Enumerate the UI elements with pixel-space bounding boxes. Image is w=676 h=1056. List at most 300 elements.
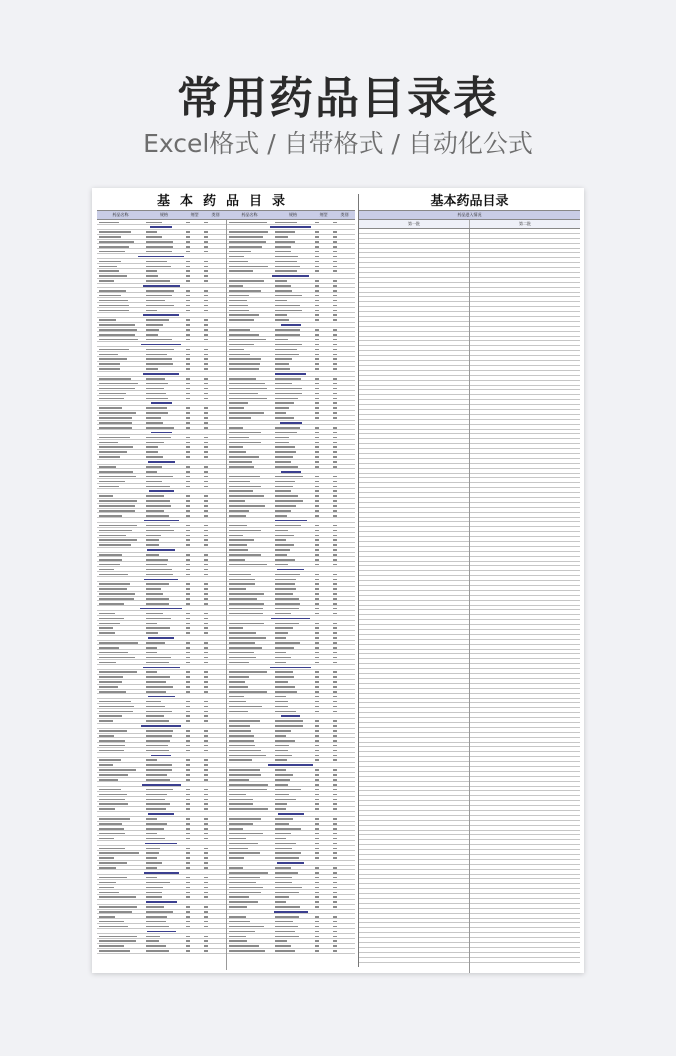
- cell-text-bar: [186, 319, 190, 321]
- cell-text-bar: [275, 544, 294, 546]
- cell-text-bar: [204, 652, 208, 654]
- cell-text-bar: [229, 598, 258, 600]
- cell-text-bar: [186, 471, 190, 473]
- cell-text-bar: [204, 437, 208, 439]
- cell-text-bar: [229, 701, 246, 703]
- cell-text-bar: [146, 300, 165, 302]
- cell-text-bar: [146, 613, 163, 615]
- cell-text-bar: [99, 588, 127, 590]
- cell-text-bar: [229, 368, 260, 370]
- cell-text-bar: [186, 251, 190, 253]
- cell-text-bar: [333, 339, 337, 341]
- cell-text-bar: [229, 799, 253, 801]
- cell-text-bar: [99, 848, 125, 850]
- cell-text-bar: [315, 848, 319, 850]
- cell-text-bar: [333, 393, 337, 395]
- table-row: [227, 949, 356, 954]
- cell-text-bar: [99, 789, 121, 791]
- cell-text-bar: [229, 319, 255, 321]
- cell-text-bar: [275, 603, 300, 605]
- cell-text-bar: [186, 892, 190, 894]
- cell-text-bar: [146, 711, 173, 713]
- cell-text-bar: [186, 275, 190, 277]
- cell-text-bar: [229, 725, 250, 727]
- cell-text-bar: [229, 241, 267, 243]
- cell-text-bar: [275, 769, 286, 771]
- cell-text-bar: [275, 745, 288, 747]
- cell-text-bar: [204, 852, 208, 854]
- cell-text-bar: [204, 769, 208, 771]
- cell-text-bar: [333, 231, 337, 233]
- cell-text-bar: [99, 275, 127, 277]
- cell-text-bar: [333, 588, 337, 590]
- cell-text-bar: [229, 759, 253, 761]
- cell-text-bar: [146, 701, 161, 703]
- cell-text-bar: [146, 950, 169, 952]
- cell-text-bar: [275, 755, 291, 757]
- cell-text-bar: [333, 402, 337, 404]
- cell-text-bar: [229, 583, 255, 585]
- cell-text-bar: [99, 618, 124, 620]
- section-heading-bar: [148, 696, 175, 698]
- cell-text-bar: [315, 319, 319, 321]
- cell-text-bar: [229, 236, 263, 238]
- cell-text-bar: [204, 681, 208, 683]
- cell-text-bar: [146, 437, 172, 439]
- cell-text-bar: [229, 657, 256, 659]
- cell-text-bar: [275, 950, 294, 952]
- cell-text-bar: [186, 877, 190, 879]
- cell-text-bar: [315, 769, 319, 771]
- cell-text-bar: [146, 882, 170, 884]
- cell-text-bar: [99, 417, 132, 419]
- cell-text-bar: [275, 383, 291, 385]
- cell-text-bar: [275, 574, 299, 576]
- cell-text-bar: [275, 828, 301, 830]
- cell-text-bar: [315, 701, 319, 703]
- cell-text-bar: [146, 393, 166, 395]
- cell-text-bar: [333, 887, 337, 889]
- cell-text-bar: [186, 437, 190, 439]
- cell-text-bar: [275, 222, 297, 224]
- cell-text-bar: [204, 706, 208, 708]
- cell-text-bar: [333, 755, 337, 757]
- cell-text-bar: [275, 334, 300, 336]
- cell-text-bar: [186, 535, 190, 537]
- cell-text-bar: [315, 916, 319, 918]
- cell-text-bar: [99, 921, 124, 923]
- cell-text-bar: [99, 500, 137, 502]
- cell-text-bar: [99, 363, 120, 365]
- cell-text-bar: [186, 706, 190, 708]
- cell-text-bar: [204, 711, 208, 713]
- cell-text-bar: [275, 510, 291, 512]
- cell-text-bar: [146, 662, 169, 664]
- cell-text-bar: [315, 877, 319, 879]
- cell-text-bar: [99, 476, 136, 478]
- cell-text-bar: [99, 691, 126, 693]
- cell-text-bar: [146, 848, 160, 850]
- cell-text-bar: [275, 931, 294, 933]
- spreadsheet-preview: [92, 188, 584, 973]
- cell-text-bar: [146, 730, 173, 732]
- cell-text-bar: [333, 926, 337, 928]
- cell-text-bar: [99, 603, 124, 605]
- cell-text-bar: [333, 368, 337, 370]
- cell-text-bar: [275, 686, 294, 688]
- cell-text-bar: [99, 305, 129, 307]
- cell-text-bar: [99, 740, 125, 742]
- cell-text-bar: [315, 486, 319, 488]
- cell-text-bar: [229, 662, 250, 664]
- cell-text-bar: [229, 442, 261, 444]
- cell-text-bar: [315, 872, 319, 874]
- cell-text-bar: [186, 906, 190, 908]
- cell-text-bar: [333, 632, 337, 634]
- cell-text-bar: [186, 945, 190, 947]
- cell-text-bar: [99, 295, 121, 297]
- cell-text-bar: [229, 892, 262, 894]
- cell-text-bar: [315, 647, 319, 649]
- cell-text-bar: [146, 862, 162, 864]
- cell-text-bar: [204, 730, 208, 732]
- cell-text-bar: [315, 671, 319, 673]
- cell-text-bar: [315, 940, 319, 942]
- section-heading-bar: [275, 373, 306, 375]
- section-heading-bar: [142, 784, 181, 786]
- cell-text-bar: [229, 525, 248, 527]
- cell-text-bar: [204, 647, 208, 649]
- cell-text-bar: [275, 456, 292, 458]
- cell-text-bar: [204, 544, 208, 546]
- cell-text-bar: [204, 456, 208, 458]
- cell-text-bar: [204, 618, 208, 620]
- cell-text-bar: [186, 598, 190, 600]
- cell-text-bar: [275, 735, 285, 737]
- cell-text-bar: [204, 759, 208, 761]
- cell-text-bar: [229, 486, 262, 488]
- cell-text-bar: [229, 627, 244, 629]
- cell-text-bar: [146, 486, 170, 488]
- cell-text-bar: [229, 393, 259, 395]
- cell-text-bar: [99, 593, 135, 595]
- cell-text-bar: [99, 764, 113, 766]
- cell-text-bar: [186, 921, 190, 923]
- cell-text-bar: [146, 818, 157, 820]
- cell-text-bar: [315, 745, 319, 747]
- cell-text-bar: [275, 583, 295, 585]
- cell-text-bar: [146, 911, 173, 913]
- cell-text-bar: [275, 564, 288, 566]
- cell-text-bar: [229, 579, 256, 581]
- cell-text-bar: [275, 784, 288, 786]
- cell-text-bar: [333, 329, 337, 331]
- cell-text-bar: [186, 349, 190, 351]
- cell-text-bar: [275, 300, 287, 302]
- cell-text-bar: [229, 671, 268, 673]
- cell-text-bar: [315, 451, 319, 453]
- cell-text-bar: [204, 735, 208, 737]
- section-heading-bar: [280, 422, 302, 424]
- cell-text-bar: [315, 921, 319, 923]
- cell-text-bar: [99, 711, 133, 713]
- cell-text-bar: [315, 642, 319, 644]
- cell-text-bar: [315, 583, 319, 585]
- cell-text-bar: [275, 623, 299, 625]
- cell-text-bar: [229, 295, 250, 297]
- section-heading-bar: [277, 569, 304, 571]
- cell-text-bar: [229, 691, 268, 693]
- cell-text-bar: [315, 657, 319, 659]
- cell-text-bar: [315, 794, 319, 796]
- cell-text-bar: [99, 378, 131, 380]
- cell-text-bar: [315, 867, 319, 869]
- cell-text-bar: [275, 246, 290, 248]
- cell-text-bar: [146, 241, 173, 243]
- cell-text-bar: [146, 525, 170, 527]
- cell-text-bar: [333, 344, 337, 346]
- cell-text-bar: [99, 300, 128, 302]
- cell-text-bar: [315, 456, 319, 458]
- cell-text-bar: [315, 750, 319, 752]
- cell-text-bar: [99, 892, 119, 894]
- cell-text-bar: [333, 525, 337, 527]
- cell-text-bar: [315, 378, 319, 380]
- cell-text-bar: [333, 701, 337, 703]
- cell-text-bar: [99, 623, 120, 625]
- cell-text-bar: [333, 530, 337, 532]
- cell-text-bar: [333, 539, 337, 541]
- cell-text-bar: [204, 446, 208, 448]
- cell-text-bar: [333, 896, 337, 898]
- cell-text-bar: [229, 495, 265, 497]
- cell-text-bar: [204, 358, 208, 360]
- cell-text-bar: [204, 794, 208, 796]
- cell-text-bar: [146, 676, 170, 678]
- cell-text-bar: [146, 324, 163, 326]
- cell-text-bar: [315, 368, 319, 370]
- cell-text-bar: [204, 383, 208, 385]
- cell-text-bar: [229, 261, 248, 263]
- cell-text-bar: [275, 539, 285, 541]
- cell-text-bar: [99, 779, 118, 781]
- cell-text-bar: [275, 613, 291, 615]
- cell-text-bar: [186, 838, 190, 840]
- cell-text-bar: [333, 349, 337, 351]
- cell-text-bar: [275, 730, 290, 732]
- cell-text-bar: [146, 691, 166, 693]
- cell-text-bar: [204, 882, 208, 884]
- cell-text-bar: [99, 676, 123, 678]
- cell-text-bar: [229, 388, 268, 390]
- cell-text-bar: [146, 236, 162, 238]
- cell-text-bar: [204, 887, 208, 889]
- cell-text-bar: [204, 803, 208, 805]
- cell-text-bar: [275, 691, 296, 693]
- cell-text-bar: [204, 848, 208, 850]
- cell-text-bar: [229, 735, 254, 737]
- cell-text-bar: [315, 627, 319, 629]
- cell-text-bar: [229, 490, 253, 492]
- cell-text-bar: [275, 647, 293, 649]
- cell-text-bar: [229, 887, 264, 889]
- cell-text-bar: [186, 583, 190, 585]
- section-heading-bar: [148, 813, 174, 815]
- cell-text-bar: [333, 779, 337, 781]
- cell-text-bar: [186, 481, 190, 483]
- cell-text-bar: [204, 535, 208, 537]
- cell-text-bar: [315, 735, 319, 737]
- cell-text-bar: [315, 652, 319, 654]
- cell-text-bar: [315, 882, 319, 884]
- cell-text-bar: [275, 750, 287, 752]
- cell-text-bar: [186, 940, 190, 942]
- cell-text-bar: [204, 515, 208, 517]
- cell-text-bar: [333, 696, 337, 698]
- cell-text-bar: [229, 505, 266, 507]
- cell-text-bar: [229, 515, 246, 517]
- cell-text-bar: [315, 579, 319, 581]
- cell-text-bar: [315, 828, 319, 830]
- cell-text-bar: [315, 407, 319, 409]
- section-heading-bar: [272, 275, 309, 277]
- cell-text-bar: [99, 838, 114, 840]
- cell-text-bar: [186, 862, 190, 864]
- cell-text-bar: [204, 764, 208, 766]
- cell-text-bar: [229, 539, 255, 541]
- cell-text-bar: [204, 657, 208, 659]
- section-heading-bar: [143, 314, 179, 316]
- cell-text-bar: [315, 725, 319, 727]
- cell-text-bar: [204, 911, 208, 913]
- cell-text-bar: [186, 759, 190, 761]
- cell-text-bar: [99, 510, 135, 512]
- cell-text-bar: [275, 637, 286, 639]
- cell-text-bar: [229, 818, 261, 820]
- cell-text-bar: [229, 437, 249, 439]
- cell-text-bar: [99, 882, 116, 884]
- cell-text-bar: [315, 261, 319, 263]
- cell-text-bar: [186, 530, 190, 532]
- cell-text-bar: [333, 662, 337, 664]
- cell-text-bar: [99, 554, 122, 556]
- cell-text-bar: [229, 936, 247, 938]
- cell-text-bar: [186, 363, 190, 365]
- cell-text-bar: [146, 627, 170, 629]
- left-sheet-column-1: [97, 220, 227, 970]
- cell-text-bar: [275, 329, 299, 331]
- cell-text-bar: [315, 461, 319, 463]
- cell-text-bar: [315, 593, 319, 595]
- cell-text-bar: [146, 926, 169, 928]
- table-row: [470, 958, 580, 963]
- cell-text-bar: [186, 613, 190, 615]
- page-title: 常用药品目录表: [177, 73, 499, 124]
- cell-text-bar: [333, 270, 337, 272]
- cell-text-bar: [315, 676, 319, 678]
- cell-text-bar: [275, 696, 285, 698]
- cell-text-bar: [229, 637, 267, 639]
- cell-text-bar: [315, 393, 319, 395]
- cell-text-bar: [315, 598, 319, 600]
- cell-text-bar: [186, 789, 190, 791]
- cell-text-bar: [275, 926, 298, 928]
- cell-text-bar: [229, 774, 262, 776]
- cell-text-bar: [315, 637, 319, 639]
- cell-text-bar: [204, 686, 208, 688]
- cell-text-bar: [229, 344, 255, 346]
- cell-text-bar: [315, 432, 319, 434]
- section-heading-bar: [141, 725, 181, 727]
- cell-text-bar: [99, 701, 131, 703]
- right-sheet-grid: [359, 229, 580, 973]
- cell-text-bar: [99, 862, 127, 864]
- cell-text-bar: [186, 774, 190, 776]
- cell-text-bar: [204, 642, 208, 644]
- cell-text-bar: [204, 241, 208, 243]
- cell-text-bar: [275, 588, 296, 590]
- cell-text-bar: [204, 701, 208, 703]
- cell-text-bar: [315, 613, 319, 615]
- cell-text-bar: [186, 412, 190, 414]
- cell-text-bar: [333, 290, 337, 292]
- cell-text-bar: [204, 266, 208, 268]
- cell-text-bar: [186, 803, 190, 805]
- cell-text-bar: [229, 329, 251, 331]
- cell-text-bar: [229, 354, 250, 356]
- cell-text-bar: [229, 535, 244, 537]
- cell-text-bar: [204, 422, 208, 424]
- cell-text-bar: [204, 442, 208, 444]
- cell-text-bar: [315, 838, 319, 840]
- cell-text-bar: [204, 916, 208, 918]
- cell-text-bar: [315, 857, 319, 859]
- header-form-1: 剂型: [190, 212, 199, 217]
- cell-text-bar: [275, 803, 286, 805]
- cell-text-bar: [315, 505, 319, 507]
- table-row: [97, 949, 226, 954]
- cell-text-bar: [333, 535, 337, 537]
- cell-text-bar: [275, 823, 288, 825]
- cell-text-bar: [204, 427, 208, 429]
- cell-text-bar: [315, 779, 319, 781]
- cell-text-bar: [186, 769, 190, 771]
- cell-text-bar: [186, 916, 190, 918]
- cell-text-bar: [204, 554, 208, 556]
- cell-text-bar: [186, 627, 190, 629]
- cell-text-bar: [229, 613, 263, 615]
- cell-text-bar: [275, 388, 301, 390]
- cell-text-bar: [146, 319, 169, 321]
- cell-text-bar: [275, 671, 292, 673]
- cell-text-bar: [229, 231, 269, 233]
- cell-text-bar: [204, 750, 208, 752]
- left-sheet-header-row: [97, 210, 355, 220]
- cell-text-bar: [146, 671, 157, 673]
- cell-text-bar: [146, 618, 171, 620]
- cell-text-bar: [229, 290, 261, 292]
- cell-text-bar: [204, 613, 208, 615]
- cell-text-bar: [146, 442, 164, 444]
- cell-text-bar: [333, 676, 337, 678]
- cell-text-bar: [333, 495, 337, 497]
- cell-text-bar: [186, 515, 190, 517]
- cell-text-bar: [333, 730, 337, 732]
- cell-text-bar: [99, 383, 138, 385]
- cell-text-bar: [275, 505, 295, 507]
- cell-text-bar: [99, 437, 130, 439]
- cell-text-bar: [229, 363, 261, 365]
